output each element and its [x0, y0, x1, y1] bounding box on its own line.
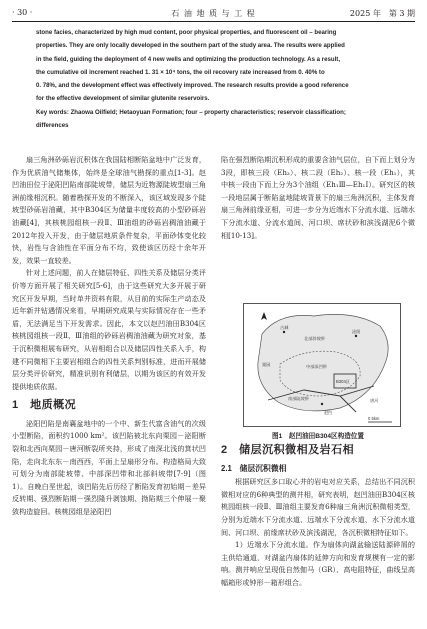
journal-title: 石 油 地 质 与 工 程 — [171, 9, 256, 18]
running-header — [12, 0, 415, 22]
town-marker — [321, 403, 323, 405]
channel-paragraph: 1）近端水下分流水道。作为扇体向湖盆输送陆源碎屑的主供给通道，对湖盆内扇体的延伸方向和发育规模有一定的影响。测井响应呈现低自然伽马（GR）、高电阻特征，曲线呈高幅箱形或钟形－箱形组合。 — [221, 540, 415, 587]
map-label: 中部深凹带 — [306, 364, 327, 369]
abstract-line: for the effective development of similar glutenite reservoirs. — [36, 95, 210, 103]
right-column-lower — [221, 444, 415, 590]
issue-label: 2025 年 第 3 期 — [349, 9, 415, 18]
abstract-line: stone facies, characterized by high mud content, poor physical properties, and fluorescent oil – bearing — [36, 29, 337, 36]
figure-caption: 图1 赵凹油田B304区构造位置 — [272, 433, 364, 440]
abstract-line: the cumulative oil increment reached 1. 31 × 10⁴ tons, the oil recovery rate increased from 0. 40% to — [36, 68, 325, 76]
keywords-text-cont: differences — [36, 122, 69, 130]
geology-paragraph-cont: 陷在强烈断陷期沉积形成的重要含油气层位，自下而上划分为3段，即核三段（Eh₃）、核二段（Eh₂）、核一段（Eh₁），其中核一段由下而上分为3个油组（Eh₁Ⅲ—Eh₁Ⅰ）。研究区的核一段地层属于断陷盆地陡坡背景下的扇三角洲沉积，主体发育扇三角洲前缘亚相，可进一步分为近端水下分流水道、远端水下分流水道、分流水道间、河口坝、席状砂和滨浅湖泥6个微相[10-13]。 — [221, 155, 415, 240]
map-label: 赵凹 — [324, 410, 333, 415]
scale-bar-label: 0 5km — [368, 416, 380, 421]
map-label: 北部斜坡带 — [304, 336, 325, 341]
section-heading-microfacies: 2 储层沉积微相及岩石相 — [221, 444, 355, 456]
english-abstract — [36, 26, 411, 132]
abstract-line: properties. They are only locally developed in the southern part of the study area. The results were applied — [36, 42, 345, 50]
page-number: · 30 · — [12, 8, 33, 17]
intro-paragraph-1: 扇三角洲砂砾岩沉积体在我国陆相断陷盆地中广泛发育，作为优质油气储集体，始终是全球油气勘探的重点[1-3]。赵凹油田位于泌阳凹陷南部陡坡带，储层为近物源陡坡型扇三角洲前缘相沉积。随着勘探开发的不断深入，该区域发现多个陡坡型砂砾岩油藏，其中B304区为储量丰度较高的小型砂砾岩油藏[4]，其核桃园组核一段Ⅱ、Ⅲ油组的砂砾岩稠油油藏于2012年投入开发，由于储层地质条件复杂，平面砂体变化较快，岩性与含油性在平面分布不均，致使该区历经十余年开发，效果一直较差。 — [12, 155, 206, 265]
map-label: B304区 — [336, 379, 350, 384]
town-marker — [283, 331, 285, 333]
map-label: 栗园 — [262, 362, 271, 367]
keywords-label: Key words: — [36, 108, 69, 116]
intro-paragraph-2: 针对上述问题，前人在储层特征、四性关系及储层分类评价等方面开展了相关研究[5-6]，由于这些研究大多开展于研究区开发早期，当时单井资料有限，从目前的实际生产动态及近年新井钻遇情况来看，早期研究成果与实际情况存在一些矛盾，无法满足当下开发需求。因此，本文以赵凹油田B304区核桃园组核一段Ⅱ、Ⅲ油组的砂砾岩稠油油藏为研究对象，基于沉积微相展布研究，从岩相组合以及储层四性关系入手，构建不同微相下主要岩相组合的四性关系判别标准，进而开展储层分类评价研究，精准识别有利储层，以期为该区的有效开发提供地质依据。 — [12, 268, 206, 391]
keywords — [36, 106, 411, 119]
map-label: 古城 — [280, 325, 289, 330]
abstract-line: in the field, guiding the deployment of 4 new wells and optimizing the production technology. As a result, — [36, 55, 341, 63]
header-rule — [12, 21, 415, 22]
town-marker — [355, 335, 357, 337]
microfacies-paragraph: 根据研究区多口取心井的岩电对应关系，总结出不同沉积微相对应的6种典型的测井相，研究表明，赵凹油田B304区核桃园组核一段Ⅱ、Ⅲ油组主要发育6种扇三角洲沉积微相类型，分别为近端水下分流水道、远端水下分流水道、水下分流水道间、河口坝、前缘席状砂及滨浅湖泥，各沉积微相特征如下。 — [221, 477, 415, 537]
map-label: 唐河 — [370, 398, 379, 403]
subsection-heading: 2.1 储层沉积微相 — [221, 463, 287, 473]
section-heading-geology: 1 地质概况 — [12, 399, 77, 412]
basin-outline — [258, 314, 388, 411]
map-svg — [244, 304, 400, 426]
keywords-text: Zhaowa Oilfield; Hetaoyuan Formation; four – property characteristics; reservoir classification; — [70, 108, 346, 116]
map-label: 泌阳 — [352, 329, 361, 334]
geology-paragraph: 泌阳凹陷是南襄盆地中的一个中、新生代富含油气的次级小型断陷，面积约1000 km²。该凹陷被北东向栗园－泌阳断裂和北西向栗园－唐河断裂所夹持，形成了南深北浅的箕状凹陷，走向北东东－南西西，平面上呈扇形分布。构造格局大致可划分为南部陡坡带、中部深凹带和北部斜坡带[7-9]（图1）。自晚白垩世起，该凹陷先后历经了断陷发育初始期－差异反转期、强烈断陷期－强烈隆升剥蚀期、拗陷期三个伸展－聚敛构造旋回。核桃园组是泌阳凹 — [12, 418, 206, 517]
structural-location-map — [243, 303, 401, 427]
left-column — [12, 154, 206, 519]
right-column — [221, 154, 415, 242]
abstract-line: 0. 78%, and the development effect was effectively improved. The research results provide a good reference — [36, 82, 349, 90]
map-label: 南部陡坡带 — [288, 396, 309, 401]
north-arrow-icon — [261, 312, 267, 320]
